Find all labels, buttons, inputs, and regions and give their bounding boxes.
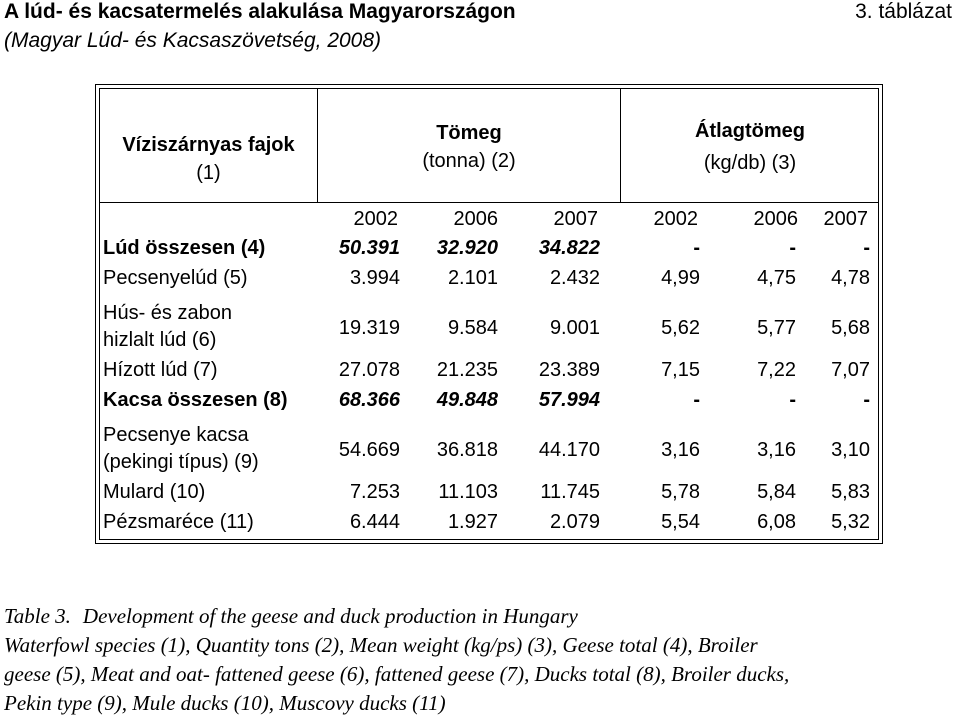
row-value: 7,07 [831, 359, 870, 381]
row-label-line1: Lúd összesen (4) [103, 237, 266, 259]
header-mass [318, 119, 620, 175]
row-value: 2.079 [549, 511, 600, 533]
row-value: 27.078 [338, 359, 400, 381]
row-value: 3,16 [661, 439, 700, 461]
row-label [103, 510, 254, 534]
row-value: 5,62 [661, 317, 700, 339]
row-value: 5,84 [757, 481, 796, 503]
row-value: - [693, 389, 700, 411]
row-value: 50.391 [338, 237, 400, 259]
row-label-line1: Hízott lúd (7) [103, 359, 218, 381]
row-value: 9.584 [447, 317, 498, 339]
row-value: - [863, 237, 870, 259]
row-value: 5,68 [831, 317, 870, 339]
document-source: (Magyar Lúd- és Kacsaszövetség, 2008) [4, 29, 382, 52]
row-value: 3,10 [831, 439, 870, 461]
row-value: 34.822 [538, 237, 600, 259]
row-value: 5,54 [661, 511, 700, 533]
row-value: 5,83 [831, 481, 870, 503]
row-label [103, 358, 217, 382]
row-value: 36.818 [436, 439, 498, 461]
header-bottom-rule [99, 202, 879, 203]
row-label-line1: Mulard (10) [103, 481, 206, 503]
row-value: 9.001 [549, 317, 600, 339]
caption-line-4: Pekin type (9), Mule ducks (10), Muscovy ducks (11) [4, 691, 446, 715]
row-value: 4,99 [661, 267, 700, 289]
caption-line-3: geese (5), Meat and oat- fattened geese (6), fattened geese (7), Ducks total (8), Broiler ducks, [4, 662, 790, 686]
row-label-line1: Pecsenyelúd (5) [103, 267, 248, 289]
row-value: - [693, 237, 700, 259]
row-label [103, 236, 265, 260]
row-value: 6.444 [349, 511, 400, 533]
row-value: 3,16 [757, 439, 796, 461]
row-label-line2: (pekingi típus) (9) [103, 451, 259, 473]
row-value: 68.366 [338, 389, 400, 411]
row-value: 3.994 [349, 267, 400, 289]
caption-title-line [4, 602, 958, 631]
row-value: - [863, 389, 870, 411]
row-value: 54.669 [338, 439, 400, 461]
row-label [103, 266, 248, 290]
caption-line-2: Waterfowl species (1), Quantity tons (2), Mean weight (kg/ps) (3), Geese total (4), Broiler [4, 633, 758, 657]
row-value: 44.170 [538, 439, 600, 461]
year-cell: 2006 [753, 208, 798, 230]
row-value: 32.920 [436, 237, 498, 259]
year-cell: 2007 [823, 208, 868, 230]
header-species-line2: (1) [196, 162, 221, 184]
row-value: 5,32 [831, 511, 870, 533]
table-reference: 3. táblázat [855, 0, 952, 23]
year-cell: 2002 [353, 208, 398, 230]
header-mass-line1: Tömeg [436, 122, 502, 144]
year-cell: 2002 [653, 208, 698, 230]
row-value: 2.101 [447, 267, 498, 289]
row-value: 2.432 [549, 267, 600, 289]
row-label-line2: hizlalt lúd (6) [103, 329, 217, 351]
row-value: 4,78 [831, 267, 870, 289]
title-line [4, 0, 956, 28]
header-avg-line1: Átlagtömeg [695, 120, 805, 142]
row-label-line1: Kacsa összesen (8) [103, 389, 288, 411]
caption-label: Table 3. [4, 604, 71, 628]
row-label [103, 388, 288, 412]
row-label-line1: Pézsmaréce (11) [103, 511, 254, 533]
row-value: - [789, 389, 796, 411]
row-label [103, 300, 232, 354]
row-label [103, 422, 259, 476]
row-value: 7,22 [757, 359, 796, 381]
row-value: 6,08 [757, 511, 796, 533]
document-title: A lúd- és kacsatermelés alakulása Magyarországon [4, 0, 516, 23]
row-value: 49.848 [436, 389, 498, 411]
year-cell: 2006 [453, 208, 498, 230]
caption-title: Development of the geese and duck production in Hungary [82, 604, 578, 628]
header-species-line1: Víziszárnyas fajok [122, 134, 295, 156]
row-value: 1.927 [447, 511, 498, 533]
row-value: 5,77 [757, 317, 796, 339]
table-caption [4, 602, 958, 718]
row-value: 7,15 [661, 359, 700, 381]
row-value: 11.745 [540, 481, 600, 503]
row-value: 4,75 [757, 267, 796, 289]
row-value: - [789, 237, 796, 259]
row-value: 21.235 [436, 359, 498, 381]
row-label-line1: Hús- és zabon [103, 302, 232, 324]
row-value: 11.103 [438, 481, 498, 503]
row-label-line1: Pecsenye kacsa [103, 424, 249, 446]
row-value: 23.389 [538, 359, 600, 381]
year-cell: 2007 [553, 208, 598, 230]
header-mass-line2: (tonna) (2) [422, 150, 516, 172]
row-value: 5,78 [661, 481, 700, 503]
header-avg-line2: (kg/db) (3) [703, 152, 797, 174]
row-value: 57.994 [538, 389, 600, 411]
header-species [100, 131, 317, 187]
row-label [103, 480, 205, 504]
row-value: 7.253 [349, 481, 400, 503]
header-avg-weight [621, 115, 879, 179]
row-value: 19.319 [338, 317, 400, 339]
